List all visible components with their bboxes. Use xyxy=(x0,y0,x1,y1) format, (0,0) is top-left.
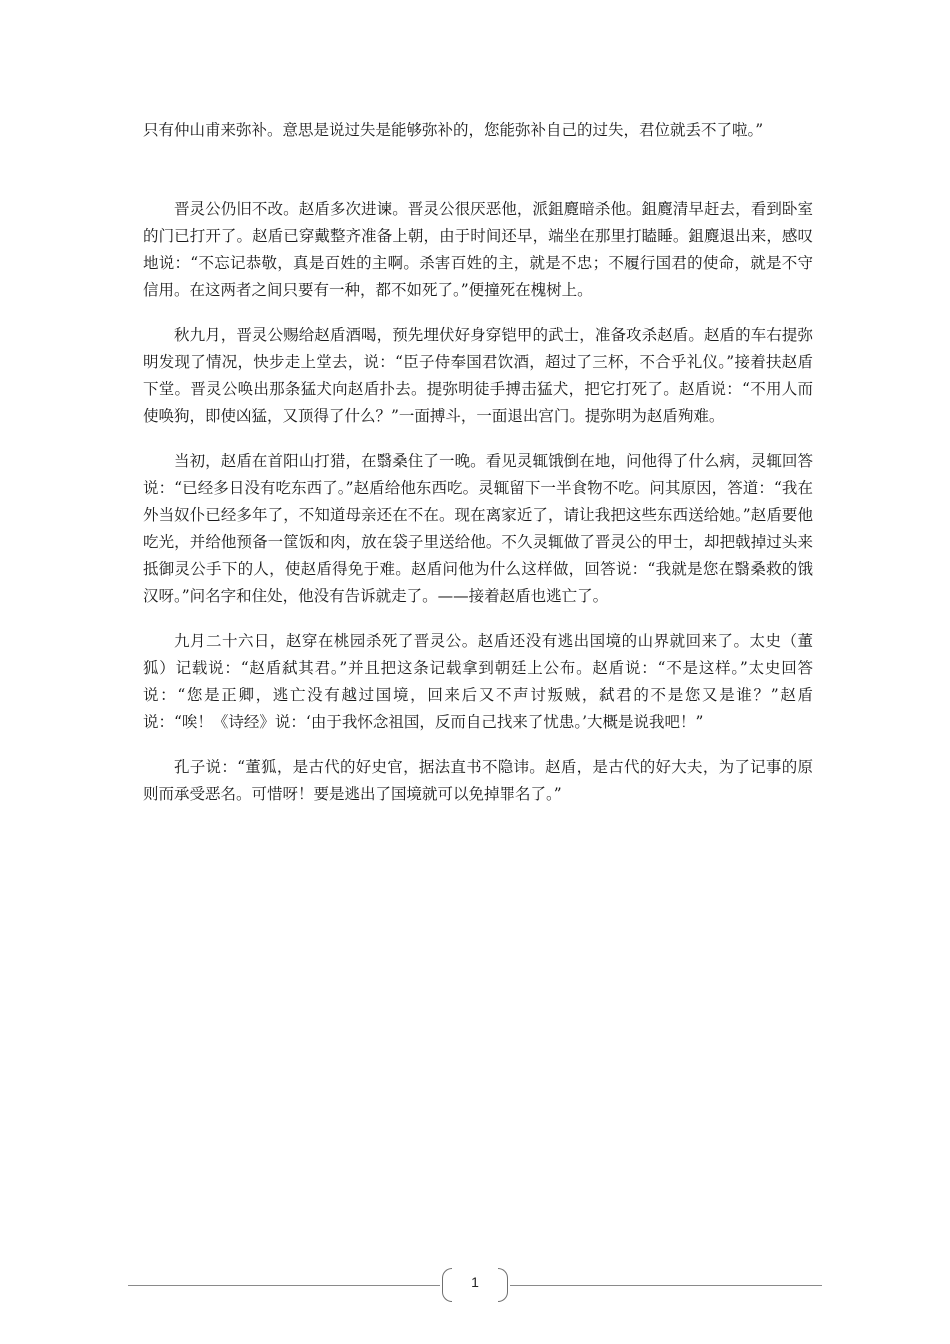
paragraph-chu-ni: 晋灵公仍旧不改。赵盾多次进谏。晋灵公很厌恶他，派鉏麑暗杀他。鉏麑清早赶去，看到卧室的门已打开了。赵盾已穿戴整齐准备上朝，由于时间还早，端坐在那里打瞌睡。鉏麑退出来，感叹地说：“不忘记恭敬，真是百姓的主啊。杀害百姓的主，就是不忠；不履行国君的使命，就是不守信用。在这两者之间只要有一种，都不如死了。”便撞死在槐树上。 xyxy=(143,200,813,299)
footer-rule-right xyxy=(510,1285,822,1286)
paragraph-ling-zhe: 当初，赵盾在首阳山打猎，在翳桑住了一晚。看见灵辄饿倒在地，问他得了什么病，灵辄回答说：“已经多日没有吃东西了。”赵盾给他东西吃。灵辄留下一半食物不吃。问其原因，答道：“我在外当奴仆已经多年了，不知道母亲还在不在。现在离家近了，请让我把这些东西送给她。”赵盾要他吃光，并给他预备一筐饭和肉，放在袋子里送给他。不久灵辄做了晋灵公的甲士，却把戟掉过头来抵御灵公手下的人，使赵盾得免于难。赵盾问他为什么这样做，回答说：“我就是您在翳桑救的饿汉呀。”问名字和住处，他没有告诉就走了。——接着赵盾也逃亡了。 xyxy=(143,452,813,605)
document-body xyxy=(143,117,813,808)
left-brace-icon xyxy=(442,1268,452,1302)
paragraph-ti-mi-ming: 秋九月，晋灵公赐给赵盾酒喝，预先埋伏好身穿铠甲的武士，准备攻杀赵盾。赵盾的车右提弥明发现了情况，快步走上堂去，说：“臣子侍奉国君饮酒，超过了三杯，不合乎礼仪。”接着扶赵盾下堂。晋灵公唤出那条猛犬向赵盾扑去。提弥明徒手搏击猛犬，把它打死了。赵盾说：“不用人而使唤狗，即使凶猛，又顶得了什么？”一面搏斗，一面退出宫门。提弥明为赵盾殉难。 xyxy=(143,326,813,425)
page-footer xyxy=(128,1268,822,1304)
right-brace-icon xyxy=(498,1268,508,1302)
paragraph-dong-hu-record: 九月二十六日，赵穿在桃园杀死了晋灵公。赵盾还没有逃出国境的山界就回来了。太史（董狐）记载说：“赵盾弑其君。”并且把这条记载拿到朝廷上公布。赵盾说：“不是这样。”太史回答说：“您是正卿，逃亡没有越过国境，回来后又不声讨叛贼，弑君的不是您又是谁？”赵盾说：“唉！《诗经》说：‘由于我怀念祖国，反而自己找来了忧患。’大概是说我吧！” xyxy=(143,632,813,731)
footer-rule-left xyxy=(128,1285,440,1286)
paragraph-continuation: 只有仲山甫来弥补。意思是说过失是能够弥补的，您能弥补自己的过失，君位就丢不了啦。” xyxy=(143,121,764,139)
page-number: 1 xyxy=(471,1274,479,1290)
paragraph-confucius-comment: 孔子说：“董狐，是古代的好史官，据法直书不隐讳。赵盾，是古代的好大夫，为了记事的原则而承受恶名。可惜呀！要是逃出了国境就可以免掉罪名了。” xyxy=(143,758,813,803)
